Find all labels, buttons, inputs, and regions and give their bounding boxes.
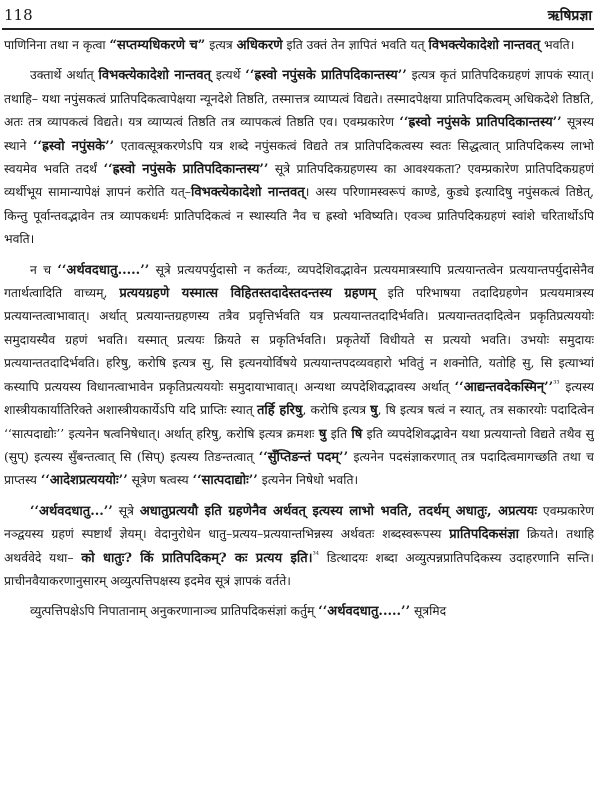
text-run: भवति। xyxy=(540,38,575,52)
text-run: सूत्रे xyxy=(112,503,140,518)
bold-term: अधिकरणे xyxy=(236,38,283,53)
text-run: इत्यस्य शास्त्रीयकार्यातिरिक्ते अशास्त्रीयकार्येऽपि यदि प्राप्तिः स्यात् xyxy=(4,379,594,418)
bold-term: ‘‘ह्रस्वो नपुंसके’’ xyxy=(32,138,115,154)
bold-term: ‘‘अर्थवदधातु...’’ xyxy=(30,503,113,519)
page-body xyxy=(4,34,594,796)
text-run: न च xyxy=(30,262,58,277)
text-run: इति परिभाषया तदादिग्रहणेन प्रत्ययमात्रस्य प्रत्ययान्तत्वाभावात्। अर्थात् प्रत्ययान्तग्रहणस्य तत्रैव प्रवृत्तिर्भवति यत्र प्रत्ययान्ततदादिर्भवति। प्रत्ययान्ततदादित्वेन प्रकृतिप्रत्यययोः समुदायस्यैव ग्रहणं भवति। यस्मात् प्रत्ययः क्रियते स प्रकृतिर्भवति। प्रकृतेर्यो विधीयते स प्रत्ययो भवति। उभयोः समुदायः प्रत्ययान्ततदादिर्भवति। हरिषु, करोषि इत्यत्र सु, सि इत्यनयोर्विषये प्रत्ययान्तपदव्यवहारो भवितुं न शक्नोति, यतोहि सु, सि इत्याभ्यां कस्यापि प्रत्ययस्य विधानत्वाभावेन प्रकृतिप्रत्यययोः समुदायाभावात्। अन्यथा व्यपदेशिवद्भावस्य अर्थात् xyxy=(4,286,594,394)
bold-term: विभक्त्येकादेशो नान्तवत् xyxy=(190,185,305,201)
bold-term: ‘‘सात्पदाद्योः’’ xyxy=(192,473,258,489)
bold-term: को धातुः? किं प्रातिपदिकम्? कः प्रत्यय इति। xyxy=(81,550,313,566)
text-run: इत्यर्थे xyxy=(211,68,246,83)
bold-term: तर्हि हरिषु xyxy=(256,403,303,419)
text-run: सूत्रस्य स्थाने xyxy=(4,115,594,153)
text-run: इत्यनेन पदसंज्ञाकरणात् तत्र पदादित्वमागच्छति तथा च प्राप्तस्य xyxy=(4,449,594,488)
bold-term: ‘‘सुँप्तिङन्तं पदम्’’ xyxy=(258,449,349,465)
text-run: सूत्रमिद xyxy=(410,604,447,619)
paragraph xyxy=(4,34,594,57)
text-run: इत्यनेन निषेधो भवति। xyxy=(257,473,359,488)
bold-term: विभक्त्येकादेशो नान्तवत् xyxy=(428,38,541,53)
text-run: डित्थादयः शब्दा अव्युत्पन्नप्रातिपदिकस्य उदाहरणानि सन्ति। प्राचीनवैयाकरणानुसारम् अव्युत्पत्तिपक्षस्य इदमेव सूत्रं ज्ञापकं वर्तते। xyxy=(4,550,594,588)
text-run: , षि इत्यत्र षत्वं न स्यात्, तत्र सकारयोः पदादित्वेन ‘‘सात्पदाद्योः’’ इत्यनेन षत्वनिषेधात्। अर्थात् हरिषु, करोषि इत्यत्र क्रमशः xyxy=(4,403,594,441)
text-run: एवम्प्रकारेण नञ्द्वयस्य ग्रहणं स्पष्टार्थं ज्ञेयम्। वेदानुरोधेन धातु–प्रत्यय–प्रत्ययान्तभिन्नस्य अर्थवतः शब्दस्वरूपस्य xyxy=(4,503,594,542)
text-run: इत्यत्र कृतं प्रातिपदिकग्रहणं ज्ञापकं स्यात्। तथाहि– यथा नपुंसकत्वं प्रातिपदिकत्वापेक्षया न्यूनदेशे तिष्ठति, तस्मात्तत्र व्याप्यत्वं विद्यते। तस्मादपेक्षया प्रातिपदिकत्वम् अधिकदेशे तिष्ठति, अतः तत्र व्यापकत्वं विद्यते। यत्र व्याप्यत्वं तिष्ठति तत्र व्यापकत्वं तिष्ठति एव। एवम्प्रकारेण xyxy=(4,68,594,130)
bold-term: विभक्त्येकादेशो नान्तवत् xyxy=(98,68,212,84)
bold-term: ‘‘ह्रस्वो नपुंसके प्रातिपदिकान्तस्य’’ xyxy=(245,68,407,84)
paragraph xyxy=(4,64,594,251)
text-run: सूत्रे प्रातिपदिकग्रहणस्य का आवश्यकता? एवम्प्रकारेण प्रातिपदिकग्रहणं व्यर्थीभूय सामान्यापेक्षं ज्ञापनं करोति यत्– xyxy=(4,162,594,200)
text-run: इत्यत्र xyxy=(205,38,237,52)
bold-term: ‘‘ह्रस्वो नपुंसके प्रातिपदिकान्तस्य’’ xyxy=(399,115,562,131)
bold-term: ‘‘आदेशप्रत्यययोः’’ xyxy=(40,473,128,489)
text-run: इति xyxy=(326,426,352,441)
text-run: इति व्यपदेशिवद्भावेन यथा प्रत्ययान्तो विद्यते तथैव सु (सुप्) इत्यस्य सुँबन्तत्वात् सि (सिप्) इत्यस्य तिङन्तत्वात् xyxy=(4,426,594,464)
text-run: व्युत्पत्तिपक्षेऽपि निपातानाम् अनुकरणानाञ्च प्रातिपदिकसंज्ञां कर्तुम् xyxy=(30,604,319,619)
text-run: । अस्य परिणामस्वरूपं काण्डे, कुड्ये इत्यादिषु नपुंसकत्वं तिष्ठेत्, किन्तु पूर्वान्तवद्भावेन तत्र व्यापकधर्मः प्रातिपदिकत्वं न स्थास्यति नैव च ह्रस्वो भविष्यति। एवञ्च प्रातिपदिकग्रहणं स्वांशे चरितार्थोऽपि भवति। xyxy=(4,185,594,247)
page-number: 118 xyxy=(4,6,33,24)
bold-term: प्रातिपदिकसंज्ञा xyxy=(449,527,519,543)
text-run: क्रियते। तथाहि अथर्ववेदे यथा– xyxy=(4,527,594,565)
page-header xyxy=(0,6,600,28)
paragraph xyxy=(4,259,594,493)
bold-term: “सप्तम्यधिकरणे च” xyxy=(109,38,206,53)
bold-term: षि xyxy=(351,426,363,442)
bold-term: ‘‘आद्यन्तवदेकस्मिन्’’ xyxy=(454,379,554,395)
bold-term: षु xyxy=(318,426,327,442)
text-run: , करोषि इत्यत्र xyxy=(302,403,371,418)
bold-term: अधातुप्रत्ययौ इति ग्रहणेनैव अर्थवत् इत्यस्य लाभो भवति, तदर्थम् अधातुः, अप्रत्ययः xyxy=(139,503,537,519)
bold-term: प्रत्ययग्रहणे यस्मात्स विहितस्तदादेस्तदन्तस्य ग्रहणम् xyxy=(119,286,376,302)
bold-term: षु xyxy=(370,403,378,419)
running-title: ऋषिप्रज्ञा xyxy=(547,8,592,24)
text-run: उक्तार्थे अर्थात् xyxy=(30,68,99,83)
footnote-ref: ³³ xyxy=(553,378,560,388)
footnote-ref: ³⁴ xyxy=(312,549,319,559)
bold-term: ‘‘अर्थवदधातु.....’’ xyxy=(57,262,150,278)
paragraph xyxy=(4,500,594,594)
text-run: सूत्रेण षत्वस्य xyxy=(127,473,193,488)
header-rule xyxy=(2,28,594,30)
bold-term: ‘‘ह्रस्वो नपुंसके प्रातिपदिकान्तस्य’’ xyxy=(103,162,269,178)
bold-term: ‘‘अर्थवदधातु.....’’ xyxy=(318,604,411,620)
paragraph xyxy=(4,600,594,623)
text-run: सूत्रे प्रत्ययपर्युदासो न कर्तव्यः, व्यपदेशिवद्भावेन प्रत्ययमात्रस्यापि प्रत्ययान्तत्वेन प्रत्ययान्तपर्युदासेनैव गतार्थत्वादिति वाच्यम्, xyxy=(4,262,594,301)
text-run: पाणिनिना तथा न कृत्वा xyxy=(4,38,110,52)
text-run: इति उक्तं तेन ज्ञापितं भवति यत् xyxy=(282,38,429,52)
text-run: एतावत्सूत्रकरणेऽपि यत्र शब्दे नपुंसकत्वं विद्यते तत्र प्रातिपदिकत्वस्य स्वतः सिद्धत्वात् प्रातिपदिकस्य लाभो स्वयमेव भवति तदर्थं xyxy=(4,138,594,177)
